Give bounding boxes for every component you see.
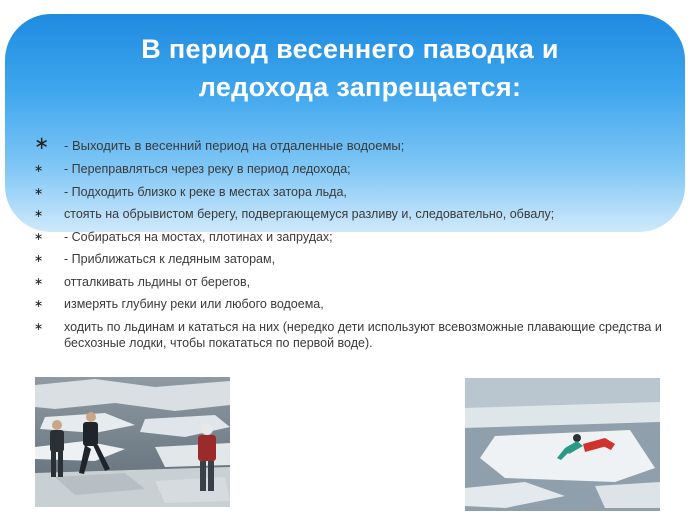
title-line-1: В период весеннего паводка и [141, 34, 559, 64]
prohibitions-list [34, 133, 674, 357]
bullet-icon: ∗ [34, 185, 44, 198]
photo-people-on-ice [35, 377, 230, 507]
bullet-icon: ∗ [34, 253, 44, 265]
bullet-icon: ∗ [34, 275, 44, 288]
list-item: ∗ отталкивать льдины от берегов, [34, 274, 251, 289]
list-item: ∗ - Собираться на мостах, плотинах и запрудах; [34, 229, 333, 244]
list-item: ∗ ходить по льдинам и кататься на них (нередко дети используют всевозможные плавающие средства и бесхозные лодки, чтобы покататься по первой воде). [34, 319, 662, 350]
list-item: ∗ измерять глубину реки или любого водоема, [34, 297, 324, 311]
ice-floes-photo-left [35, 377, 230, 507]
title-line-2: ледохода запрещается: [198, 72, 522, 102]
list-item: ∗ - Приближаться к ледяным заторам, [34, 252, 276, 266]
bullet-icon: ∗ [34, 163, 44, 175]
ice-photo-right [465, 378, 660, 511]
list-item: ∗ стоять на обрывистом берегу, подвергающемуся разливу и, следовательно, обвалу; [34, 207, 555, 221]
bullet-icon: ∗ [34, 133, 50, 153]
list-item: ∗ - Подходить близко к реке в местах затора льда, [34, 184, 347, 199]
list-item: ∗ - Выходить в весенний период на отдаленные водоемы; [34, 133, 405, 153]
bullet-icon: ∗ [34, 208, 44, 220]
slide-title [0, 30, 700, 106]
bullet-icon: ∗ [34, 298, 44, 310]
list-item: ∗ - Переправляться через реку в период ледохода; [34, 162, 351, 176]
bullet-icon: ∗ [34, 320, 44, 333]
bullet-icon: ∗ [34, 230, 44, 243]
photo-child-on-ice [465, 378, 660, 511]
